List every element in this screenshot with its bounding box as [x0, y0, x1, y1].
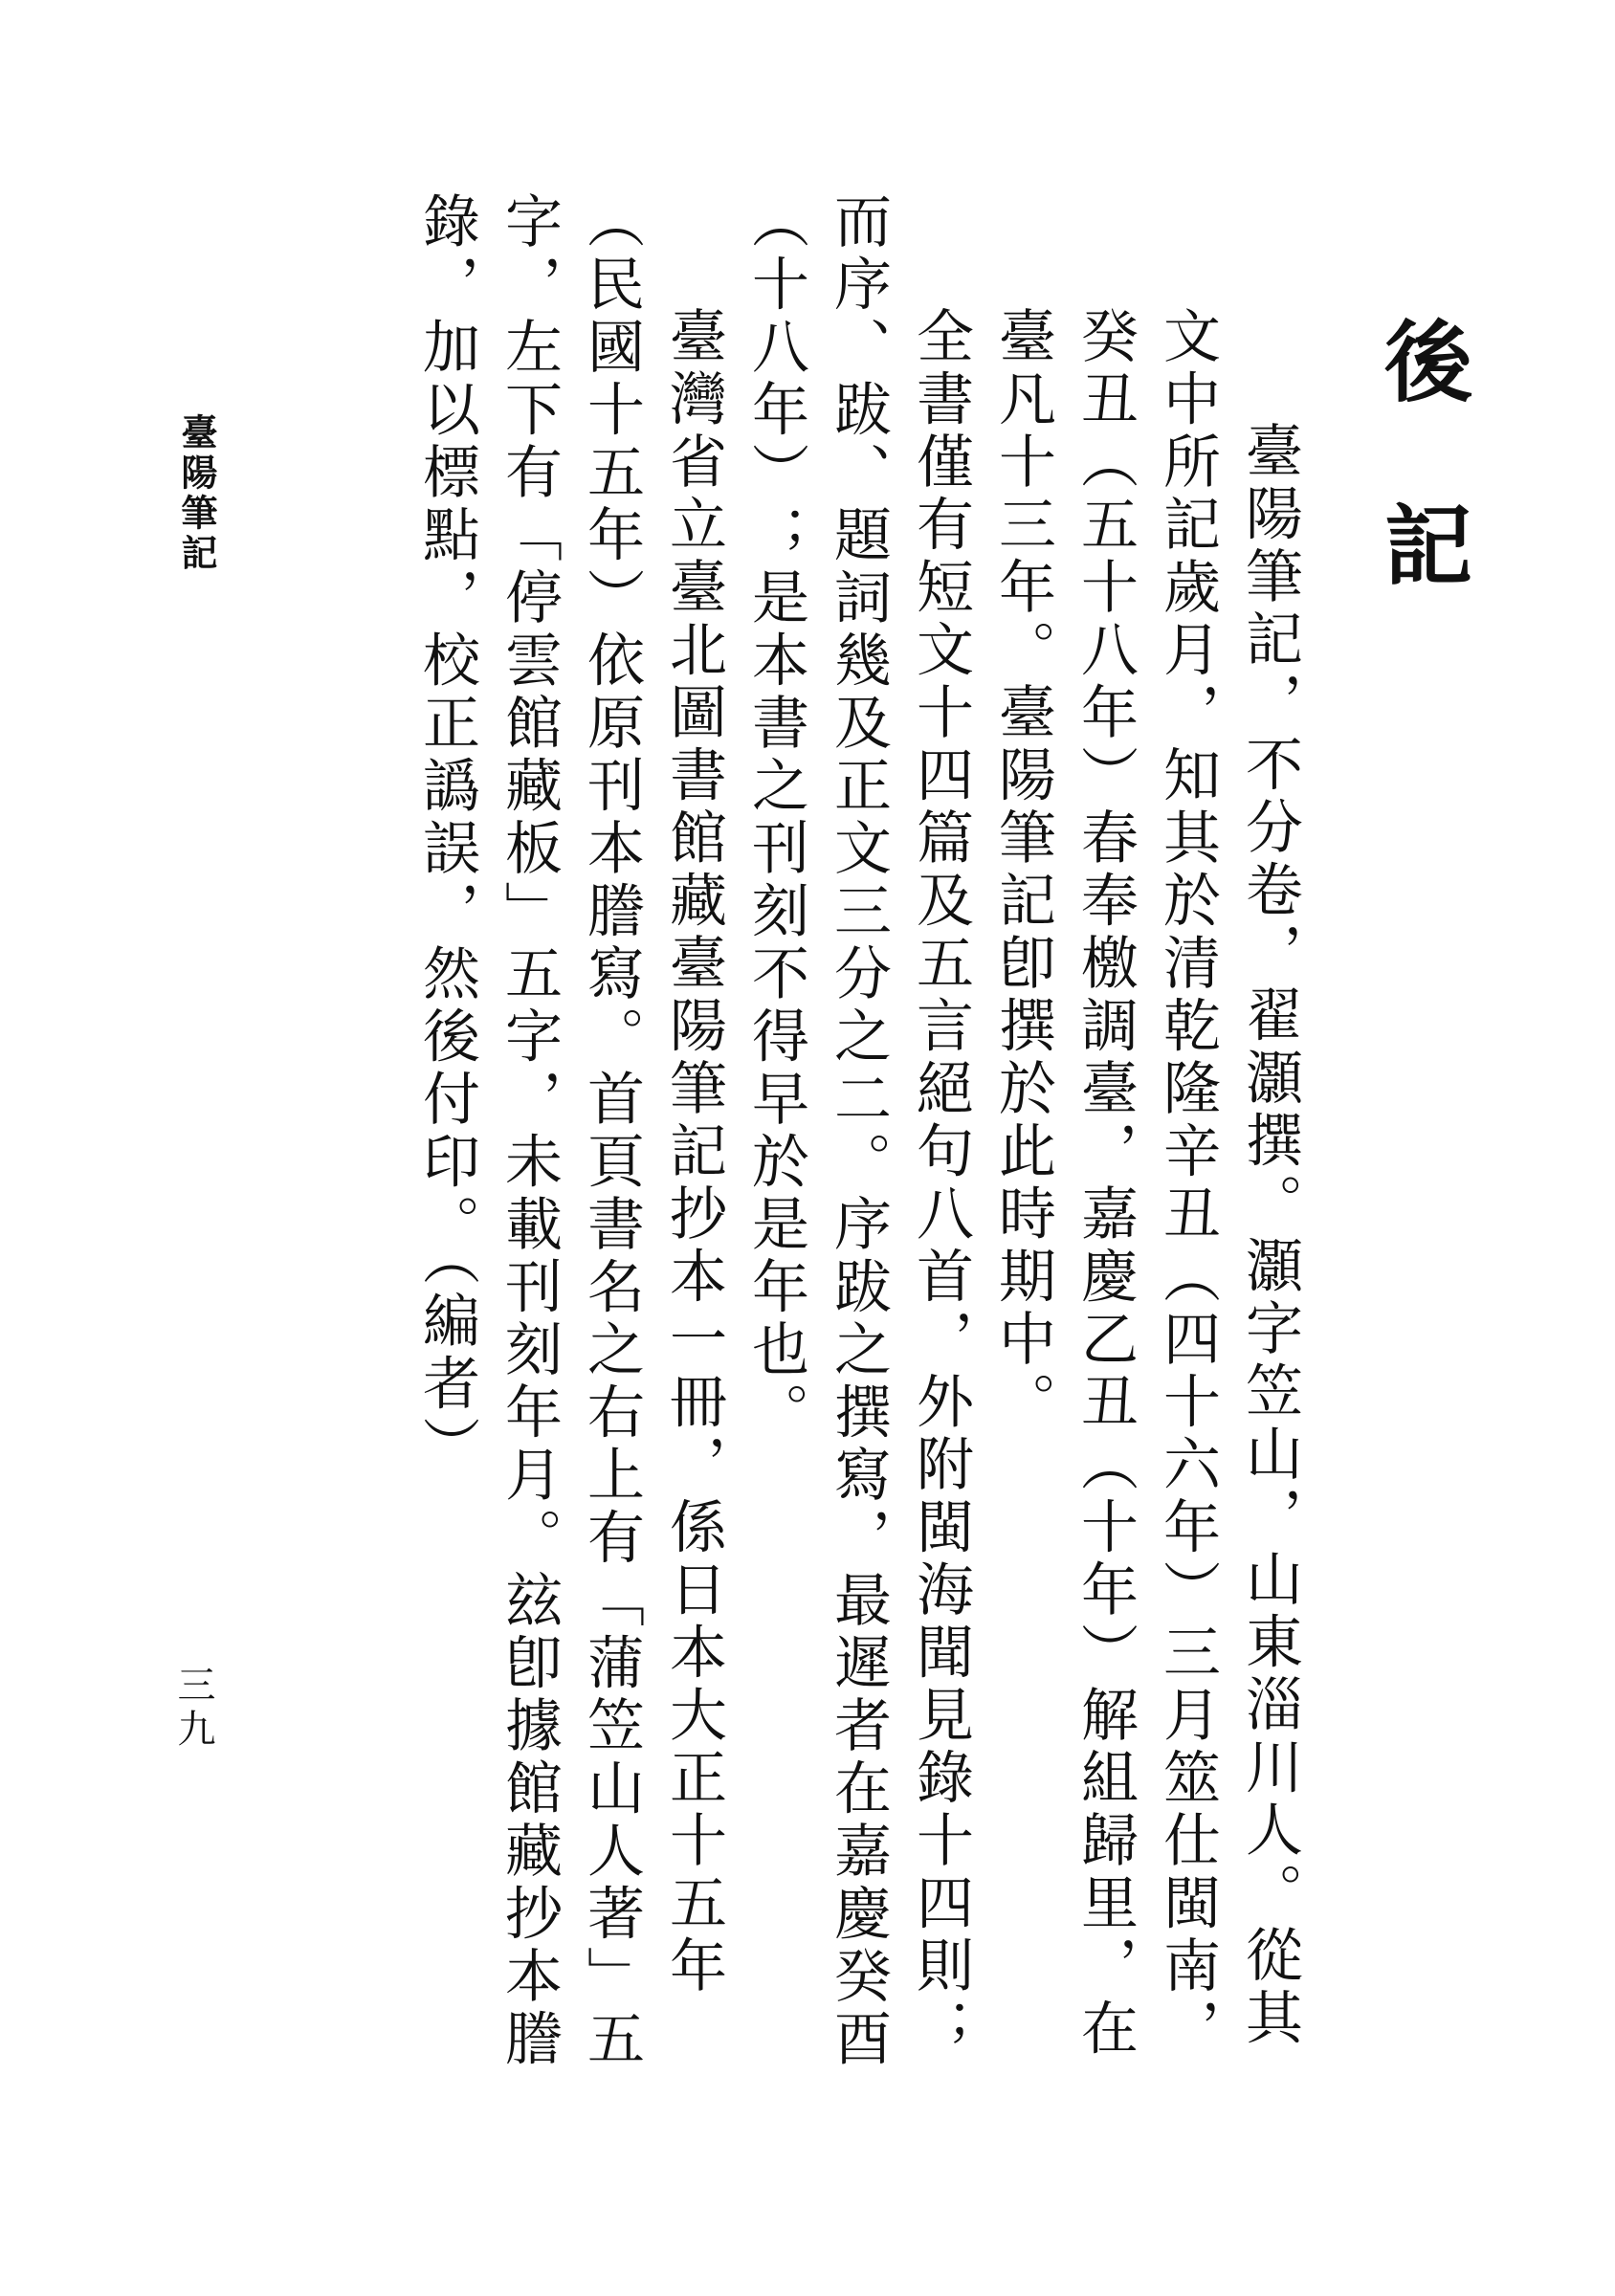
body-text: [413, 191, 1311, 2105]
paragraph-2: 全書僅有短文十四篇及五言絕句八首，外附閩海聞見錄十四則；而序、跋、題詞幾及正文三分之二。序跋之撰寫，最遲者在嘉慶癸酉（十八年）；是本書之刊刻不得早於是年也。: [742, 191, 974, 2071]
page-number: 三九: [171, 1665, 215, 1753]
paragraph-3: 臺灣省立臺北圖書館藏臺陽筆記抄本一冊，係日本大正十五年（民國十五年）依原刊本謄寫。首頁書名之右上有「蒲笠山人著」五字，左下有「停雲館藏板」五字，未載刊刻年月。玆卽據館藏抄本謄錄，加以標點，校正譌誤，然後付印。（編者）: [413, 191, 727, 2071]
page-title: 後記: [1370, 316, 1473, 683]
running-head: 臺陽筆記: [175, 413, 218, 574]
paragraph-1: 臺陽筆記，不分卷，翟灝撰。灝字笠山，山東淄川人。從其文中所記歲月，知其於清乾隆辛丑（四十六年）三月筮仕閩南，癸丑（五十八年）春奉檄調臺，嘉慶乙丑（十年）解組歸里，在臺凡十三年。臺陽筆記卽撰於此時期中。: [989, 306, 1303, 2061]
